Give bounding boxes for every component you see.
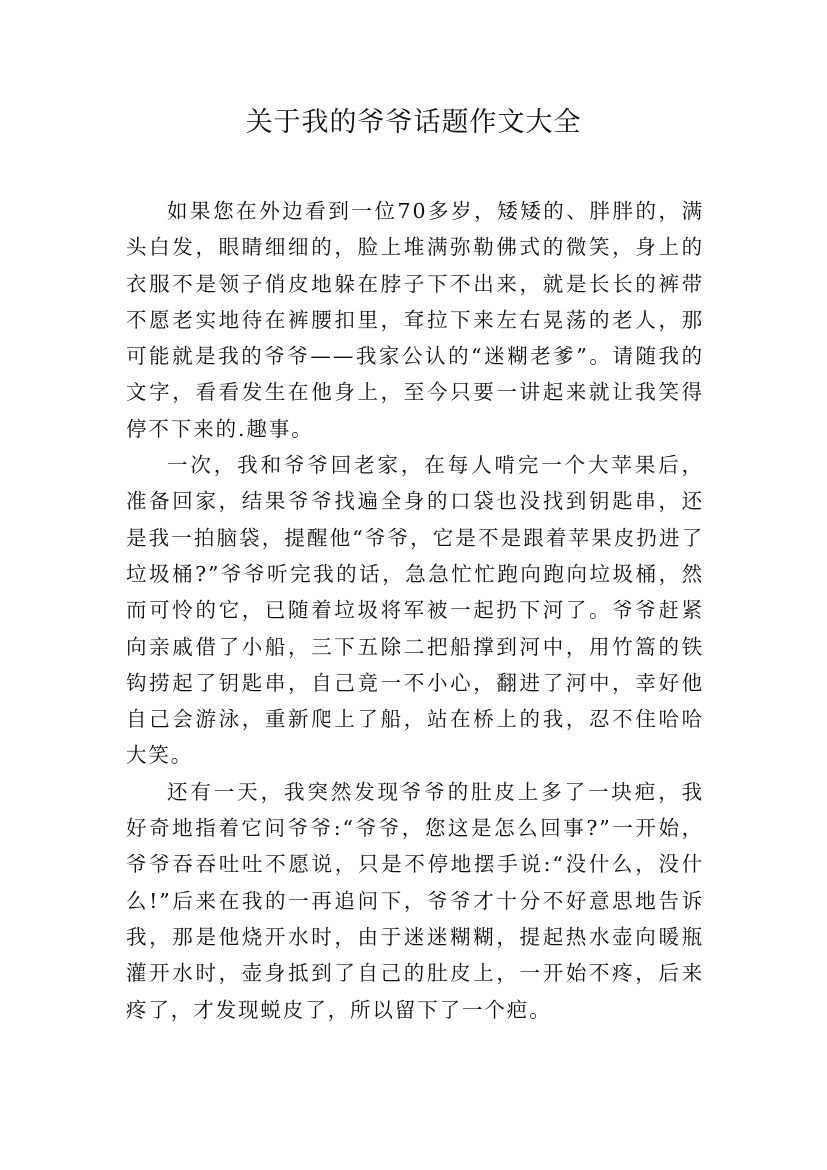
paragraph-scar-story: 还有一天，我突然发现爷爷的肚皮上多了一块疤，我好奇地指着它问爷爷:“爷爷，您这是怎么回事?”一开始，爷爷吞吞吐吐不愿说，只是不停地摆手说:“没什么，没什么!”后来在我的一再追问下，爷爷才十分不好意思地告诉我，那是他烧开水时，由于迷迷糊糊，提起热水壶向暖瓶灌开水时，壶身抵到了自己的肚皮上，一开始不疼，后来疼了，才发现蜕皮了，所以留下了一个疤。 bbox=[126, 779, 704, 1022]
document-title: 关于我的爷爷话题作文大全 bbox=[245, 107, 582, 138]
document-body bbox=[126, 193, 704, 1028]
paragraph-intro: 如果您在外边看到一位70多岁，矮矮的、胖胖的，满头白发，眼睛细细的，脸上堆满弥勒佛式的微笑，身上的衣服不是领子俏皮地躲在脖子下不出来，就是长长的裤带不愿老实地待在裤腰扣里，耷拉下来左右晃荡的老人，那可能就是我的爷爷——我家公认的“迷糊老爹”。请随我的文字，看看发生在他身上，至今只要一讲起来就让我笑得停不下来的.趣事。 bbox=[126, 199, 704, 441]
paragraph-keys-story: 一次，我和爷爷回老家，在每人啃完一个大苹果后，准备回家，结果爷爷找遍全身的口袋也没找到钥匙串，还是我一拍脑袋，提醒他“爷爷，它是不是跟着苹果皮扔进了垃圾桶?”爷爷听完我的话，急急忙忙跑向跑向垃圾桶，然而可怜的它，已随着垃圾将军被一起扔下河了。爷爷赶紧向亲戚借了小船，三下五除二把船撑到河中，用竹篙的铁钩捞起了钥匙串，自己竟一不小心，翻进了河中，幸好他自己会游泳，重新爬上了船，站在桥上的我，忍不住哈哈大笑。 bbox=[126, 453, 704, 768]
